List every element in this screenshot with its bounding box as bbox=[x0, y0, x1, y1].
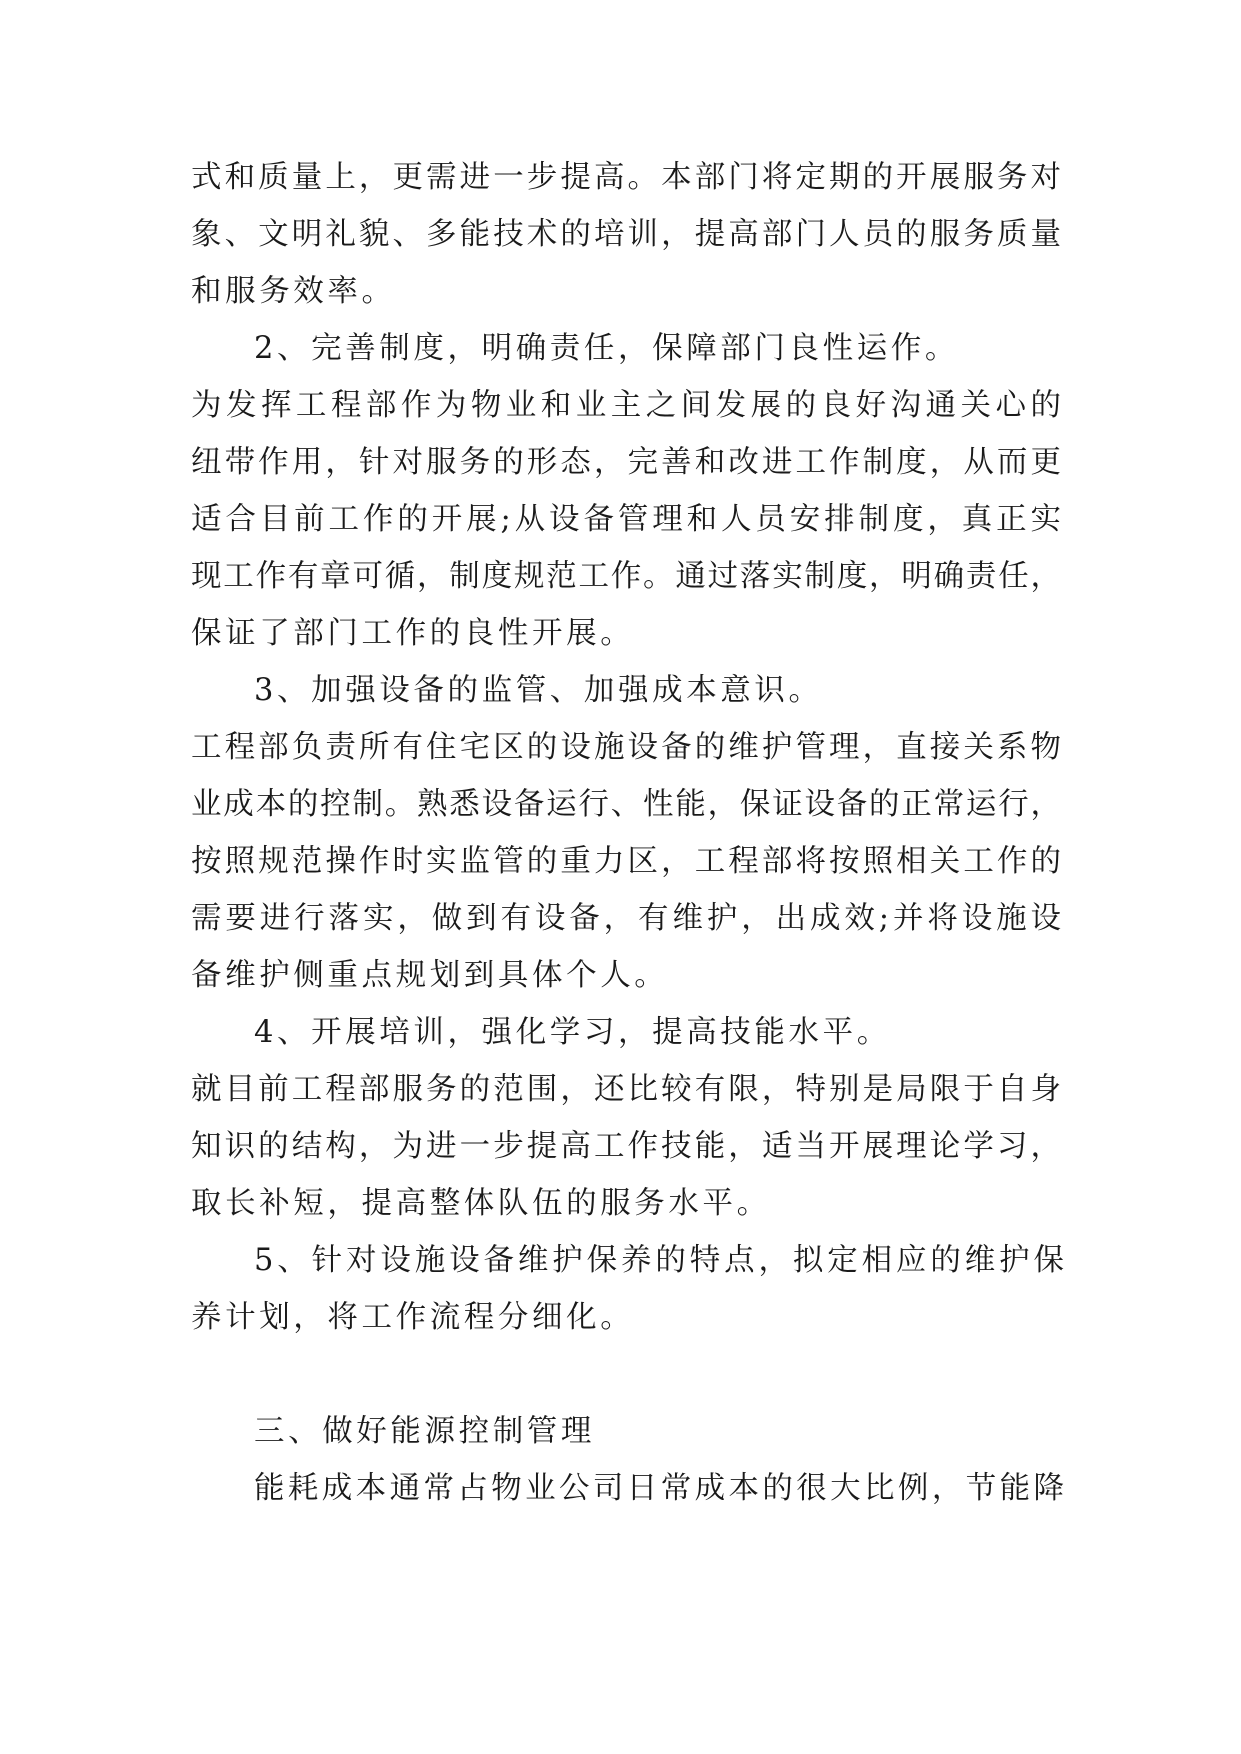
paragraph-line: 需要进行落实，做到有设备，有维护，出成效;并将设施设 bbox=[191, 901, 1061, 936]
paragraph-line: 知识的结构，为进一步提高工作技能，适当开展理论学习， bbox=[191, 1129, 1061, 1164]
chapter-heading: 三、做好能源控制管理 bbox=[254, 1414, 595, 1449]
paragraph-line: 养计划，将工作流程分细化。 bbox=[191, 1300, 635, 1335]
section-heading: 4、开展培训，强化学习，提高技能水平。 bbox=[254, 1015, 891, 1050]
paragraph-line: 就目前工程部服务的范围，还比较有限，特别是局限于自身 bbox=[191, 1072, 1061, 1107]
paragraph-line: 工程部负责所有住宅区的设施设备的维护管理，直接关系物 bbox=[191, 730, 1061, 765]
paragraph-line: 取长补短，提高整体队伍的服务水平。 bbox=[191, 1186, 771, 1221]
paragraph-line: 现工作有章可循，制度规范工作。通过落实制度，明确责任， bbox=[191, 559, 1061, 594]
paragraph-line: 象、文明礼貌、多能技术的培训，提高部门人员的服务质量 bbox=[191, 217, 1061, 252]
paragraph-line: 保证了部门工作的良性开展。 bbox=[191, 616, 635, 651]
paragraph-line: 和服务效率。 bbox=[191, 274, 396, 309]
paragraph-line: 按照规范操作时实监管的重力区，工程部将按照相关工作的 bbox=[191, 844, 1061, 879]
paragraph-line: 为发挥工程部作为物业和业主之间发展的良好沟通关心的 bbox=[191, 388, 1061, 423]
paragraph-line: 式和质量上，更需进一步提高。本部门将定期的开展服务对 bbox=[191, 160, 1061, 195]
section-heading: 2、完善制度，明确责任，保障部门良性运作。 bbox=[254, 331, 960, 366]
section-heading: 3、加强设备的监管、加强成本意识。 bbox=[254, 673, 823, 708]
paragraph-line: 纽带作用，针对服务的形态，完善和改进工作制度，从而更 bbox=[191, 445, 1061, 480]
paragraph-line: 备维护侧重点规划到具体个人。 bbox=[191, 958, 669, 993]
paragraph-line: 适合目前工作的开展;从设备管理和人员安排制度，真正实 bbox=[191, 502, 1061, 537]
paragraph-line: 能耗成本通常占物业公司日常成本的很大比例，节能降 bbox=[254, 1471, 1064, 1506]
section-heading: 5、针对设施设备维护保养的特点，拟定相应的维护保 bbox=[254, 1243, 1064, 1278]
paragraph-line: 业成本的控制。熟悉设备运行、性能，保证设备的正常运行， bbox=[191, 787, 1061, 822]
